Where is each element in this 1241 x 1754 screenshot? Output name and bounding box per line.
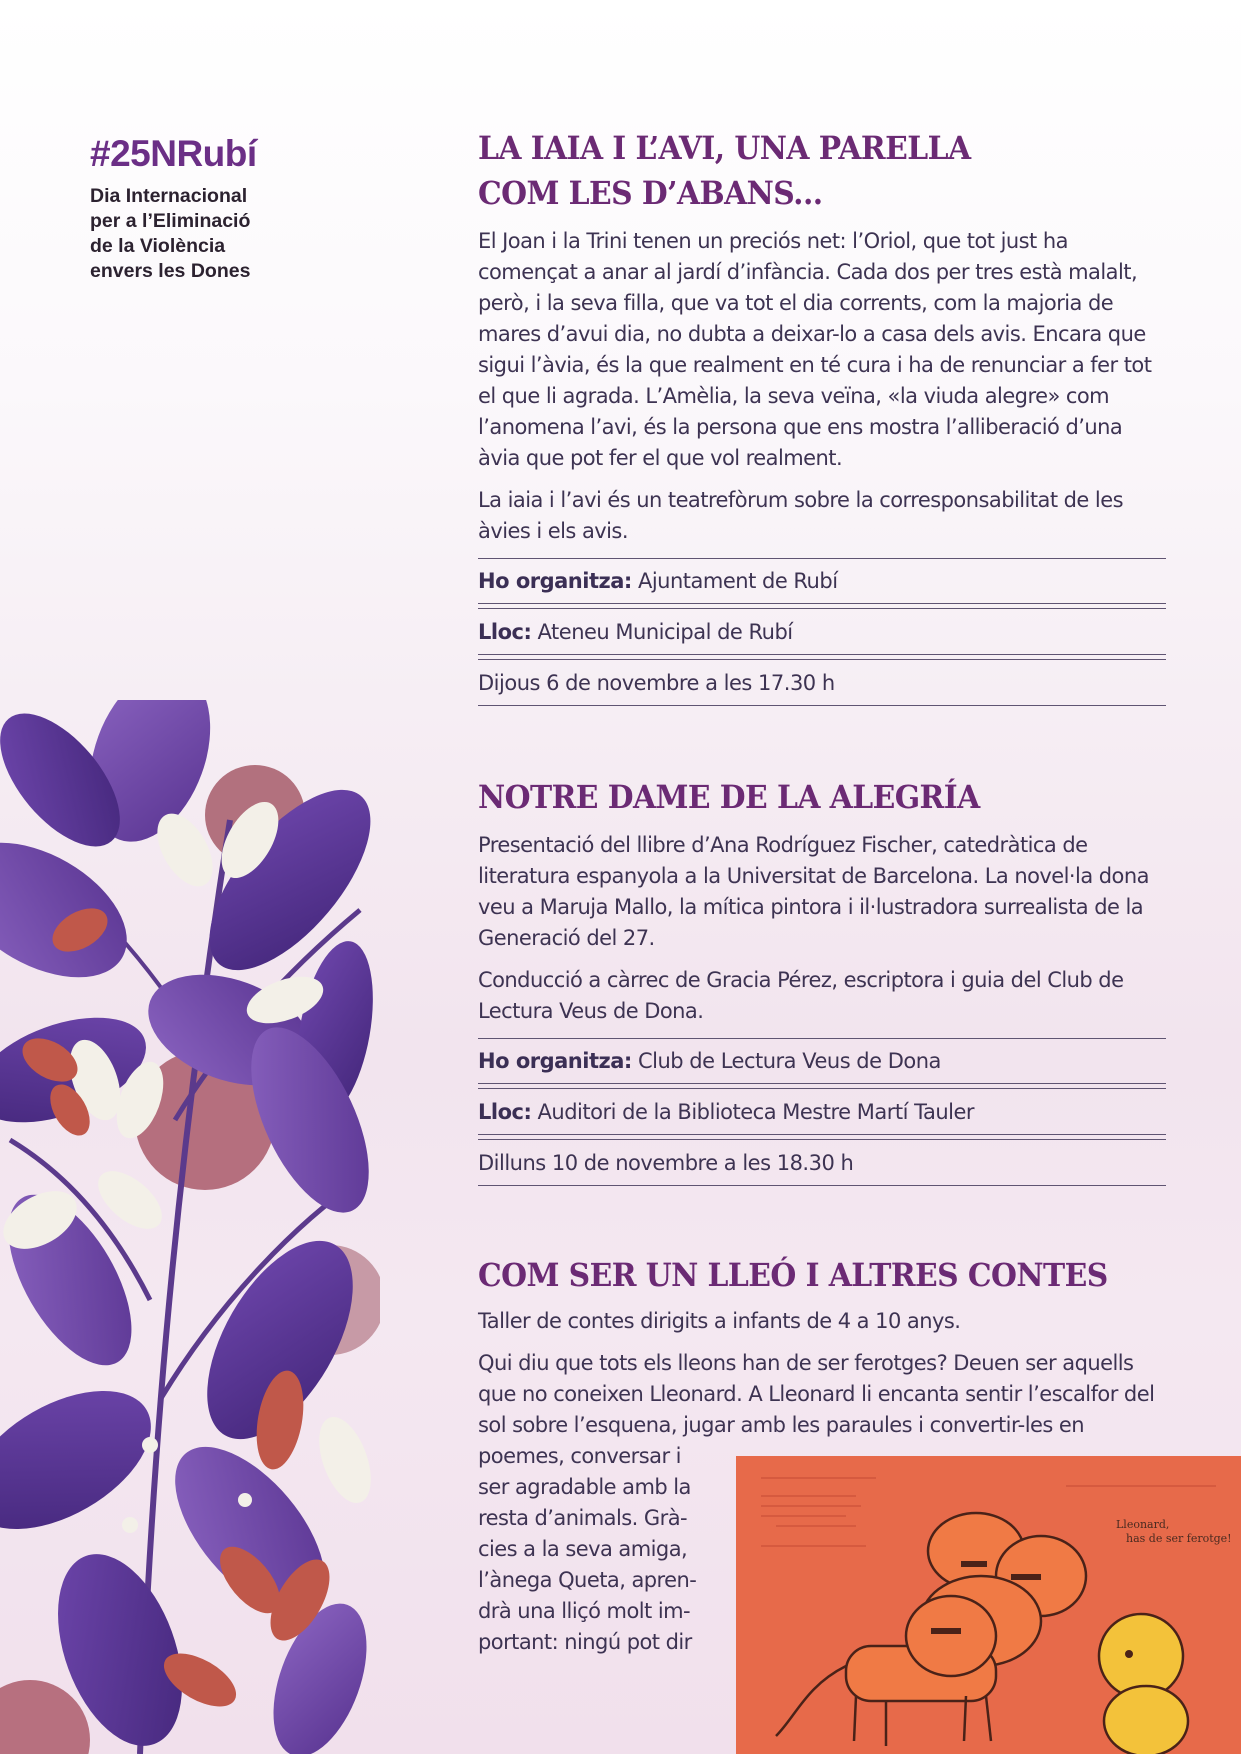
place-label: Lloc: [478,620,532,644]
event-2-paragraph-1: Presentació del llibre d’Ana Rodríguez Fischer, catedràtica de literatura espanyola a la Universitat de Barcelona. La novel·la dona veu a Maruja Mallo, la mítica pintora i il·lustradora surrealista de la Generació del 27. [478,833,1149,950]
brand-subtitle: Dia Internacional per a l’Eliminació de la Violència envers les Dones [90,185,251,282]
body-line: ser agradable amb la [478,1475,691,1499]
organizer-label: Ho organitza: [478,1049,632,1073]
body-line: cies a la seva amiga, [478,1537,688,1561]
event-1-info [478,558,1166,706]
organizer-value: Club de Lectura Veus de Dona [637,1049,941,1073]
place-label: Lloc: [478,1100,532,1124]
event-1-title-line-2: COM LES D’ABANS... [478,174,823,212]
event-2 [478,775,1166,1186]
event-1-paragraph-1: El Joan i la Trini tenen un preciós net: l’Oriol, que tot just ha començat a anar al jardí d’infància. Cada dos per tres està malalt, però, i la seva filla, que va tot el dia corrents, com la majoria de mares d’avui dia, no dubta a deixar-lo a casa dels avis. Encara que sigui l’àvia, és la que realment en té cura i ha de renunciar a fer tot el que li agrada. L’Amèlia, la seva veïna, «la viuda alegre» com l’anomena l’avi, és la persona que ens mostra l’alliberació d’una àvia que pot fer el que vol realment. [478,229,1152,470]
speech-line-1: Lleonard, [1116,1518,1170,1531]
body-line: resta d’animals. Grà- [478,1506,688,1530]
date-row: Dijous 6 de novembre a les 17.30 h [478,661,1166,706]
body-line: l’ànega Queta, apren- [478,1568,697,1592]
event-2-info [478,1038,1166,1186]
book-illustration [736,1456,1241,1754]
event-1-title-line-1: LA IAIA I L’AVI, UNA PARELLA [478,129,971,167]
event-3-title: COM SER UN LLEÓ I ALTRES CONTES [478,1256,1108,1294]
body-line: drà una lliçó molt im- [478,1599,691,1623]
speech-line-2: has de ser ferotge! [1126,1532,1232,1545]
organizer-row [478,558,1166,604]
hashtag: #25NRubí [90,133,257,174]
event-1 [478,126,1166,706]
event-3-intro: Taller de contes dirigits a infants de 4 a 10 anys. [478,1309,961,1333]
event-2-paragraph-2: Conducció a càrrec de Gracia Pérez, escriptora i guia del Club de Lectura Veus de Dona. [478,968,1124,1023]
botanical-illustration [0,700,380,1754]
organizer-value: Ajuntament de Rubí [637,569,838,593]
brand-block [90,132,310,284]
event-2-title: NOTRE DAME DE LA ALEGRÍA [478,778,980,816]
place-row [478,610,1166,655]
lions-illustration [736,1456,1241,1754]
place-value: Ateneu Municipal de Rubí [537,620,793,644]
place-row [478,1090,1166,1135]
event-1-paragraph-2: La iaia i l’avi és un teatrefòrum sobre la corresponsabilitat de les àvies i els avis. [478,488,1123,543]
date-row: Dilluns 10 de novembre a les 18.30 h [478,1141,1166,1186]
place-value: Auditori de la Biblioteca Mestre Martí Tauler [537,1100,975,1124]
event-3-body: Qui diu que tots els lleons han de ser ferotges? Deuen ser aquells que no coneixen Lleonard. A Lleonard li encanta sentir l’escalfor del sol sobre l’esquena, jugar amb les paraules i convertir-les en [478,1351,1155,1437]
body-line: portant: ningú pot dir [478,1630,692,1654]
body-line: poemes, conversar i [478,1444,681,1468]
organizer-label: Ho organitza: [478,569,632,593]
organizer-row [478,1038,1166,1084]
